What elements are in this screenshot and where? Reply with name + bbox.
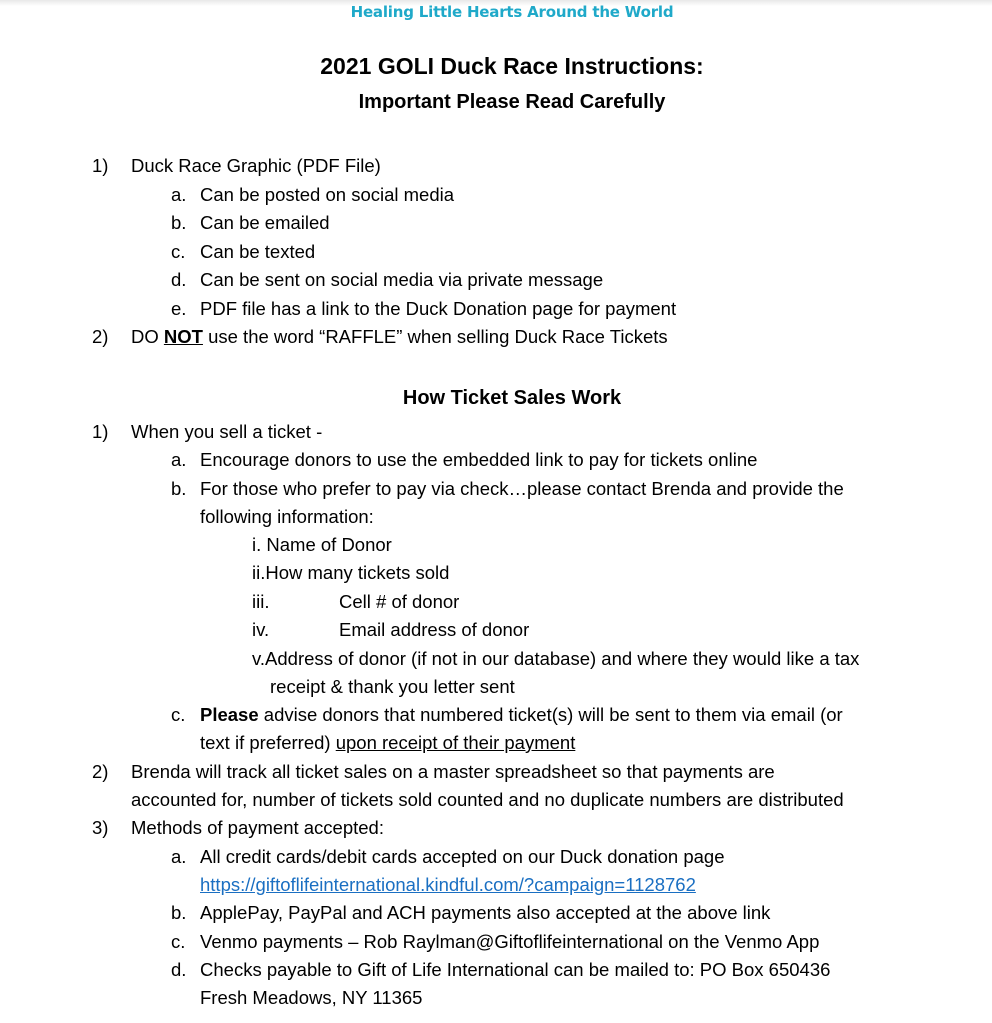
- detail-marker: i.: [252, 534, 262, 555]
- sub-item-marker: a.: [171, 449, 187, 470]
- detail-item: [252, 647, 859, 671]
- sub-item-continuation: [200, 731, 575, 755]
- list-item-marker: 2): [92, 326, 109, 347]
- detail-text: Cell # of donor: [339, 591, 460, 612]
- emphasis-not: NOT: [163, 326, 203, 347]
- sub-item-marker: d.: [171, 269, 187, 290]
- sub-item-marker: c.: [171, 931, 186, 952]
- sub-item-marker: b.: [171, 902, 187, 923]
- list-item-raffle-warning: [131, 325, 668, 349]
- sub-item: All credit cards/debit cards accepted on our Duck donation page: [200, 846, 725, 867]
- sub-item-continuation: Fresh Meadows, NY 11365: [200, 987, 423, 1008]
- sub-item: ApplePay, PayPal and ACH payments also accepted at the above link: [200, 902, 771, 923]
- sub-item-marker: b.: [171, 212, 187, 233]
- detail-marker: iv.: [252, 619, 270, 640]
- detail-text: Address of donor (if not in our database) and where they would like a tax: [265, 648, 860, 669]
- sub-item-marker: a.: [171, 184, 187, 205]
- list-item: Duck Race Graphic (PDF File): [131, 155, 381, 176]
- document-title: 2021 GOLI Duck Race Instructions:: [320, 53, 704, 79]
- list-item: When you sell a ticket -: [131, 421, 323, 442]
- detail-marker: iii.: [252, 591, 270, 612]
- list-item-marker: 1): [92, 155, 109, 176]
- sub-item-marker: e.: [171, 298, 187, 319]
- sub-item-marker: c.: [171, 241, 186, 262]
- document-subtitle: Important Please Read Carefully: [358, 91, 666, 113]
- detail-text: Email address of donor: [339, 619, 530, 640]
- list-item: Brenda will track all ticket sales on a master spreadsheet so that payments are: [131, 761, 775, 782]
- detail-marker: v.: [252, 648, 266, 669]
- donation-link[interactable]: https://giftoflifeinternational.kindful.com/?campaign=1128762: [200, 874, 696, 895]
- sub-item: Can be posted on social media: [200, 184, 455, 205]
- sub-item: Checks payable to Gift of Life International can be mailed to: PO Box 650436: [200, 959, 831, 980]
- sub-item-continuation: following information:: [200, 506, 374, 527]
- sub-item: Venmo payments – Rob Raylman@Giftoflifeinternational on the Venmo App: [200, 931, 820, 952]
- sub-item: For those who prefer to pay via check…please contact Brenda and provide the: [200, 478, 844, 499]
- detail-item: [252, 533, 392, 557]
- tagline: Healing Little Hearts Around the World: [350, 3, 674, 21]
- bold-please: Please: [200, 704, 259, 725]
- sub-item-marker: d.: [171, 959, 187, 980]
- detail-text: Name of Donor: [266, 534, 392, 555]
- sub-item-marker: b.: [171, 478, 187, 499]
- detail-continuation: receipt & thank you letter sent: [270, 676, 515, 697]
- sub-item: Can be emailed: [200, 212, 330, 233]
- sub-item: Can be sent on social media via private message: [200, 269, 604, 290]
- section-heading: How Ticket Sales Work: [402, 387, 622, 409]
- sub-item: Can be texted: [200, 241, 316, 262]
- sub-item-marker: a.: [171, 846, 187, 867]
- underlined-text: upon receipt of their payment: [335, 732, 576, 753]
- sub-item: [200, 703, 843, 727]
- detail-marker: ii.: [252, 562, 266, 583]
- detail-text: How many tickets sold: [265, 562, 450, 583]
- list-item-continuation: accounted for, number of tickets sold counted and no duplicate numbers are distributed: [131, 789, 844, 810]
- text-fragment: use the word “RAFFLE” when selling Duck Race Tickets: [202, 326, 668, 347]
- list-item-marker: 3): [92, 817, 109, 838]
- text-fragment: advise donors that numbered ticket(s) will be sent to them via email (or: [258, 704, 843, 725]
- sub-item: PDF file has a link to the Duck Donation page for payment: [200, 298, 677, 319]
- list-item-marker: 2): [92, 761, 109, 782]
- text-fragment: DO: [131, 326, 164, 347]
- list-item: Methods of payment accepted:: [131, 817, 384, 838]
- detail-item: [252, 561, 449, 585]
- text-fragment: text if preferred): [200, 732, 336, 753]
- sub-item: Encourage donors to use the embedded link to pay for tickets online: [200, 449, 758, 470]
- sub-item-marker: c.: [171, 704, 186, 725]
- list-item-marker: 1): [92, 421, 109, 442]
